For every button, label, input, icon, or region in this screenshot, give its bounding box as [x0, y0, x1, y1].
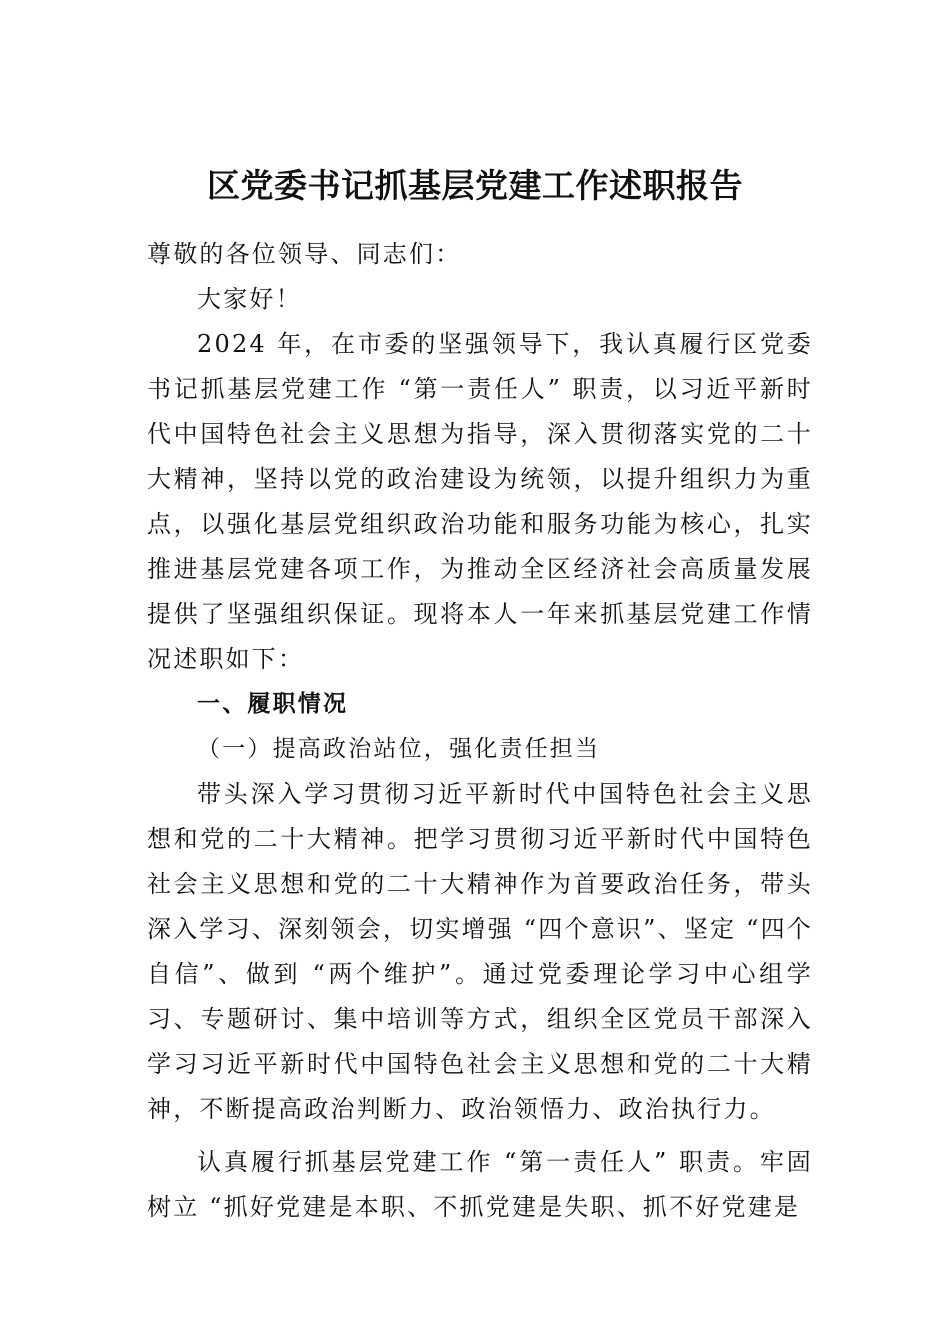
intro-paragraph: 2024 年，在市委的坚强领导下，我认真履行区党委书记抓基层党建工作 “第一责任人” 职责，以习近平新时代中国特色社会主义思想为指导，深入贯彻落实党的二十大精神，坚持以党的政治建设为统领，以提升组织力为重点，以强化基层党组织政治功能和服务功能为核心，扎实推进基层党建各项工作，为推动全区经济社会高质量发展提供了坚强组织保证。现将本人一年来抓基层党建工作情况述职如下： [147, 330, 813, 673]
paragraph-gap [147, 1132, 813, 1140]
salutation: 尊敬的各位领导、同志们： [147, 240, 462, 268]
document-title: 区党委书记抓基层党建工作述职报告 [207, 166, 743, 205]
body-paragraph: 带头深入学习贯彻习近平新时代中国特色社会主义思想和党的二十大精神。把学习贯彻习近平新时代中国特色社会主义思想和党的二十大精神作为首要政治任务，带头深入学习、深刻领会，切实增强 “四个意识”、坚定 “四个自信”、做到 “两个维护”。通过党委理论学习中心组学习、专题研讨、集中培训等方式，组织全区党员干部深入学习习近平新时代中国特色社会主义思想和党的二十大精神，不断提高政治判断力、政治领悟力、政治执行力。 [147, 780, 813, 1123]
greeting: 大家好！ [197, 285, 302, 313]
body-paragraph: 认真履行抓基层党建工作 “第一责任人” 职责。牢固树立 “抓好党建是本职、不抓党建是失职、抓不好党建是 [147, 1148, 813, 1221]
subsection-heading: （一）提高政治站位，强化责任担当 [197, 736, 601, 762]
document-body [147, 232, 813, 1230]
section-heading: 一、履职情况 [197, 691, 349, 717]
